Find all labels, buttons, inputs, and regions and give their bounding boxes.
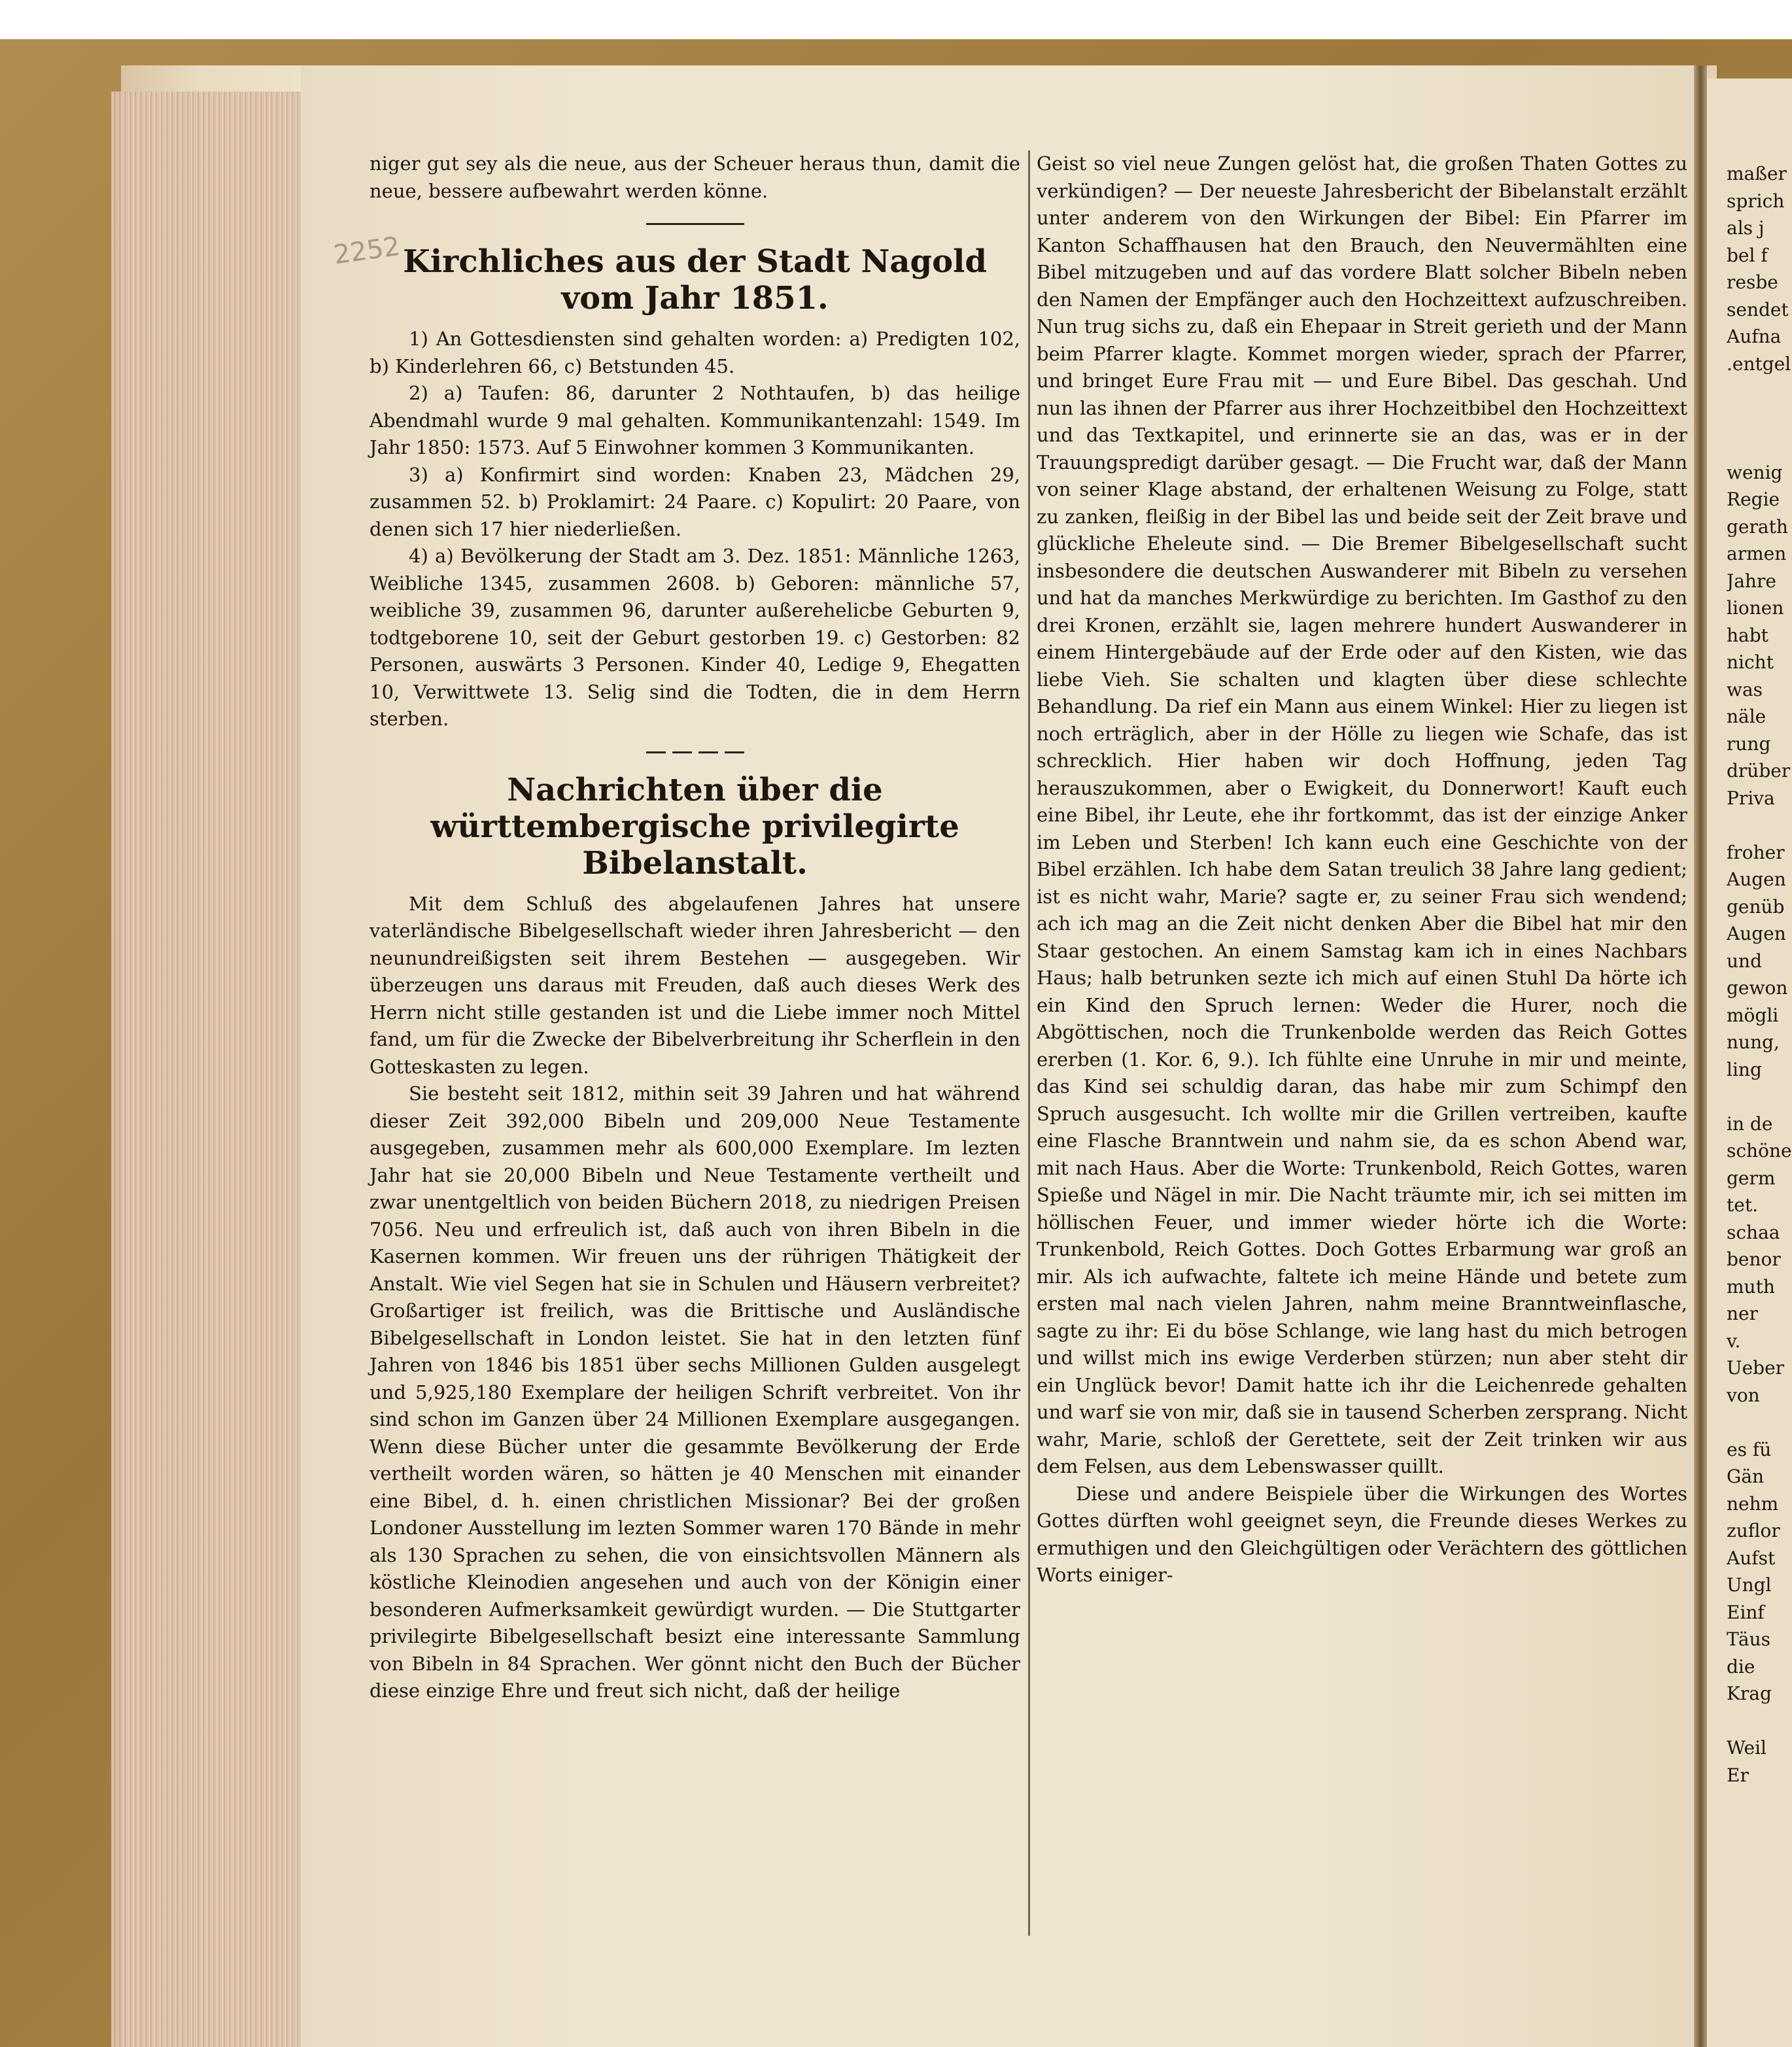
next-page-fragment xyxy=(1727,405,1792,432)
next-page-fragment: resbe xyxy=(1727,271,1778,293)
next-page-fragment: tet. xyxy=(1727,1194,1758,1216)
paragraph-confirmations: 3) a) Konfirmirt sind worden: Knaben 23, Mädchen 29, zusammen 52. b) Proklamirt: 24 Paare. c) Kopulirt: 20 Paare, von denen sich 17 hier niederließen. xyxy=(370,463,1020,540)
next-page-fragment xyxy=(1727,1409,1792,1436)
next-page-fragment: schaa xyxy=(1727,1221,1780,1243)
next-page-fragment: nung, xyxy=(1727,1031,1780,1053)
column-rule xyxy=(1028,150,1030,1936)
next-page-fragment: was xyxy=(1727,678,1763,700)
next-page-fragment xyxy=(1727,812,1792,839)
next-page-fragment: Gän xyxy=(1727,1466,1765,1487)
next-page-fragment: Täus xyxy=(1727,1628,1770,1650)
left-column xyxy=(370,150,1020,1705)
next-page-fragment: Aufna xyxy=(1727,326,1782,347)
page-edges xyxy=(111,92,307,2047)
book-gutter xyxy=(1694,65,1707,2047)
next-page-fragment: habt xyxy=(1727,624,1768,646)
paragraph-annual-report: Mit dem Schluß des abgelaufenen Jahres hat unsere vaterländische Bibelgesellschaft wieder ihren Jahresbericht — den neunundreißigsten seit ihrem Bestehen — ausgegeben. Wir überzeugen uns daraus mit Freuden, daß auch dieses Werk des Herrn nicht stille gestanden ist und die Liebe immer noch Mittel fand, um für die Zwecke der Bibelverbreitung ihr Scherflein in den Gotteskasten zu legen. xyxy=(370,892,1020,1078)
next-page-fragment xyxy=(1727,1083,1792,1110)
next-page-fragment: rung xyxy=(1727,732,1771,755)
next-page-fragment: froher xyxy=(1727,841,1785,863)
paragraph-bible-statistics: Sie besteht seit 1812, mithin seit 39 Jahren und hat während dieser Zeit 392,000 Bibeln und 209,000 Neue Testamente ausgegeben, zusammen mehr als 600,000 Exemplare. Im lezten Jahr hat sie 20,000 Bibeln und Neue Testamente vertheilt und zwar unentgeltlich von beiden Büchern 2018, zu niedrigen Preisen 7056. Neu und erfreulich ist, daß auch von ihren Bibeln in die Kasernen kommen. Wir freuen uns der rührigen Thätigkeit der Anstalt. Wie viel Segen hat sie in Schulen und Häusern verbreitet? Großartiger ist freilich, was die Brittische und Ausländische Bibelgesellschaft in London leistet. Sie hat in den letzten fünf Jahren von 1846 bis 1851 über sechs Millionen Gulden ausgelegt und 5,925,180 Exemplare der heiligen Schrift verbreitet. Von ihr sind schon im Ganzen über 24 Millionen Exemplare ausgegangen. Wenn diese Bücher unter die gesammte Bevölkerung der Erde vertheilt worden wären, so hätten je 40 Menschen mit einander eine Bibel, d. h. einen christlichen Missionar? Bei der großen Londoner Ausstellung im lezten Sommer waren 170 Bände in mehr als 130 Sprachen zu sehen, die von einsichtsvollen Männern als köstliche Kleinodien angesehen und auch von der Königin einer besonderen Aufmerksamkeit gewürdigt wurden. — Die Stuttgarter privilegirte Bibelgesellschaft besizt eine interessante Sammlung von Bibeln in 84 Sprachen. Wer gönnt nicht den Buch der Bücher diese einzige Ehre und freut sich nicht, daß der heilige xyxy=(370,1082,1020,1702)
next-page-fragment: v. xyxy=(1727,1330,1741,1352)
next-page-fragment: es fü xyxy=(1727,1438,1772,1460)
next-page-fragment: Jahre xyxy=(1727,570,1776,592)
next-page-fragment: sprich xyxy=(1727,190,1785,212)
next-page-fragment: mögli xyxy=(1727,1004,1779,1026)
next-page-fragment: Ungl xyxy=(1727,1574,1772,1596)
next-page-fragment: .entgel xyxy=(1727,353,1791,375)
paragraph-conclusion: Diese und andere Beispiele über die Wirkungen des Wortes Gottes dürften wohl geeignet seyn, die Freunde dieses Werkes zu ermuthigen und den Gleichgültigen oder Verächtern des göttlichen Worts einiger- xyxy=(1037,1482,1687,1586)
next-page-fragment: nicht xyxy=(1727,651,1774,673)
next-page-fragment: maßer xyxy=(1727,163,1787,184)
next-page-fragment: nehm xyxy=(1727,1492,1779,1515)
section-divider xyxy=(646,223,744,225)
paragraph-services: 1) An Gottesdiensten sind gehalten worden: a) Predigten 102, b) Kinderlehren 66, c) Betstunden 45. xyxy=(370,328,1020,377)
next-page-fragment: näle xyxy=(1727,706,1766,727)
next-page-fragment: genüb xyxy=(1727,895,1785,918)
next-page-fragment: zuflor xyxy=(1727,1520,1780,1541)
next-page-fragment: Augen xyxy=(1727,869,1786,890)
next-page-fragment: Krag xyxy=(1727,1683,1772,1704)
heading-church-news: Kirchliches aus der Stadt Nagold vom Jahr 1851. xyxy=(403,243,987,317)
next-page-fragment: Er xyxy=(1727,1764,1749,1786)
heading-bible-institute: Nachrichten über die württembergische privilegirte Bibelanstalt. xyxy=(430,771,959,882)
next-page-fragment: wenig xyxy=(1727,461,1783,483)
next-page-fragment: drüber xyxy=(1727,760,1791,782)
next-page-fragment xyxy=(1727,1708,1792,1735)
next-page-fragment: benor xyxy=(1727,1248,1781,1270)
next-page-fragment: muth xyxy=(1727,1275,1775,1298)
next-page-fragment: Weil xyxy=(1727,1737,1766,1759)
next-page-fragment: und xyxy=(1727,950,1762,972)
next-page-fragment: Priva xyxy=(1727,787,1775,809)
next-page-fragment: Regie xyxy=(1727,489,1780,510)
next-page-fragment: ner xyxy=(1727,1303,1758,1324)
next-page-fragment: als j xyxy=(1727,217,1765,239)
next-page-fragment: Einf xyxy=(1727,1601,1765,1623)
next-page-fragment: die xyxy=(1727,1655,1755,1677)
paragraph-population: 4) a) Bevölkerung der Stadt am 3. Dez. 1851: Männliche 1263, Weibliche 1345, zusammen 2608. b) Geboren: männliche 57, weibliche 39, zusammen 96, darunter außerehelicbe Geburten 9, todtgeborene 10, seit der Geburt gestorben 19. c) Gestorben: 82 Personen, auswärts 3 Personen. Kinder 40, Ledige 9, Ehegatten 10, Verwittwete 13. Selig sind die Todten, die in dem Herrn sterben. xyxy=(370,545,1020,730)
right-column xyxy=(1037,150,1687,1589)
intro-text: niger gut sey als die neue, aus der Scheuer heraus thun, damit die neue, bessere aufbewahrt werden könne. xyxy=(370,152,1020,202)
next-page-fragment: germ xyxy=(1727,1167,1776,1189)
next-page-fragment: armen xyxy=(1727,543,1787,564)
paragraph-bible-stories: Geist so viel neue Zungen gelöst hat, die großen Thaten Gottes zu verkündigen? — Der neueste Jahresbericht der Bibelanstalt erzählt unter anderem von den Wirkungen der Bibel: Ein Pfarrer im Kanton Schaffhausen hat den Brauch, den Neuvermählten eine Bibel mitzugeben und auf das vordere Blatt solcher Bibeln neben den Namen der Empfänger auch den Hochzeittext aufzuschreiben. Nun trug sichs zu, daß ein Ehepaar in Streit gerieth und der Mann beim Pfarrer klagte. Kommet morgen wieder, sprach der Pfarrer, und bringet Eure Frau mit — und Eure Bibel. Das geschah. Und nun las ihnen der Pfarrer aus ihrer Hochzeitbibel den Hochzeittext und das Textkapitel, und erinnerte sie an das, was er in der Trauungspredigt darüber gesagt. — Die Frucht war, daß der Mann von seiner Klage abstand, der erhaltenen Weisung zu Folge, statt zu zanken, fleißig in der Bibel las und beide seit der Zeit brave und glückliche Eheleute sind. — Die Bremer Bibelgesellschaft sucht insbesondere die deutschen Auswanderer mit Bibeln zu versehen und hat da manches Merkwürdige zu berichten. Im Gasthof zu den drei Kronen, erzählt sie, lagen mehrere hundert Auswanderer in einem Hintergebäude auf der Erde oder auf den Kisten, wie das liebe Vieh. Sie schalten und klagten über diese schlechte Behandlung. Da rief ein Mann aus einem Winkel: Hier zu liegen ist noch erträglich, aber in der Hölle zu liegen wie Schafe, das ist schrecklich. Hier haben wir doch Hoffnung, jeden Tag herauszukommen, aber o Ewigkeit, du Donnerwort! Kauft euch eine Bibel, ihr Leute, ehe ihr fortkommt, das ist der einzige Anker im Leben und Sterben! Ich kann euch eine Geschichte von der Bibel erzählen. Ich habe dem Satan treulich 38 Jahre lang gedient; ist es nicht wahr, Marie? sagte er, zu seiner Frau sich wendend; ach ich mag an die Zeit nicht denken Aber die Bibel hat mir den Staar gestochen. An einem Samstag kam ich in eines Nachbars Haus; halb betrunken sezte ich mich auf einen Stuhl Da hörte ich ein Kind den Spruch lernen: Weder die Hurer, noch die Abgöttischen, noch die Trunkenbolde werden das Reich Gottes ererben (1. Kor. 6, 9.). Ich fühlte eine Unruhe in mir und meinte, das Kind sei schuldig daran, das habe mir zum Schimpf den Spruch ausgesucht. Ich wollte mir die Grillen vertreiben, kaufte eine Flasche Branntwein und nahm sie, da es schon Abend war, mit nach Haus. Aber die Worte: Trunkenbold, Reich Gottes, waren Spieße und Nägel in mir. Die Nacht träumte mir, ich sei mitten im höllischen Feuer, und immer wieder hörte ich die Worte: Trunkenbold, Reich Gottes. Doch Gottes Erbarmung war groß an mir. Als ich aufwachte, faltete ich meine Hände und betete zum ersten mal nach vielen Jahren, nahm meine Branntweinflasche, sagte zu ihr: Ei du böse Schlange, wie lang hast du mich betrogen und willst mich ins ewige Verderben stürzen; nun aber steht dir ein Unglück bevor! Damit hatte ich ihr die Leichenrede gehalten und warf sie von mir, daß sie in tausend Scherben zersprang. Nicht wahr, Marie, schloß der Gerettete, seit der Zeit trinken wir aus dem Felsen, aus dem Lebenswasser quillt. xyxy=(1037,152,1687,1477)
next-page-fragment: gewon xyxy=(1727,977,1788,999)
pencil-annotation: 2252 xyxy=(332,231,402,271)
next-page-fragment: in de xyxy=(1727,1112,1773,1135)
next-page-fragment: schöne xyxy=(1727,1140,1792,1161)
section-divider xyxy=(646,751,744,753)
next-page-fragment: ling xyxy=(1727,1058,1762,1080)
next-page-fragment xyxy=(1727,377,1792,405)
next-page-fragment: Ueber xyxy=(1727,1357,1785,1379)
next-page-fragment: von xyxy=(1727,1384,1760,1406)
next-page-fragment: Aufst xyxy=(1727,1547,1776,1569)
next-page-fragment: sendet xyxy=(1727,298,1789,320)
next-page-fragment: bel f xyxy=(1727,244,1768,266)
next-page-fragment: lionen xyxy=(1727,597,1784,619)
next-page-fragment: gerath xyxy=(1727,515,1788,538)
next-page-fragment xyxy=(1727,432,1792,459)
next-page-fragment: Augen xyxy=(1727,923,1786,944)
paragraph-baptisms: 2) a) Taufen: 86, darunter 2 Nothtaufen, b) das heilige Abendmahl wurde 9 mal gehalten. Kommunikantenzahl: 1549. Im Jahr 1850: 1573. Auf 5 Einwohner kommen 3 Kommunikanten. xyxy=(370,382,1020,458)
next-page-column xyxy=(1727,160,1792,1789)
